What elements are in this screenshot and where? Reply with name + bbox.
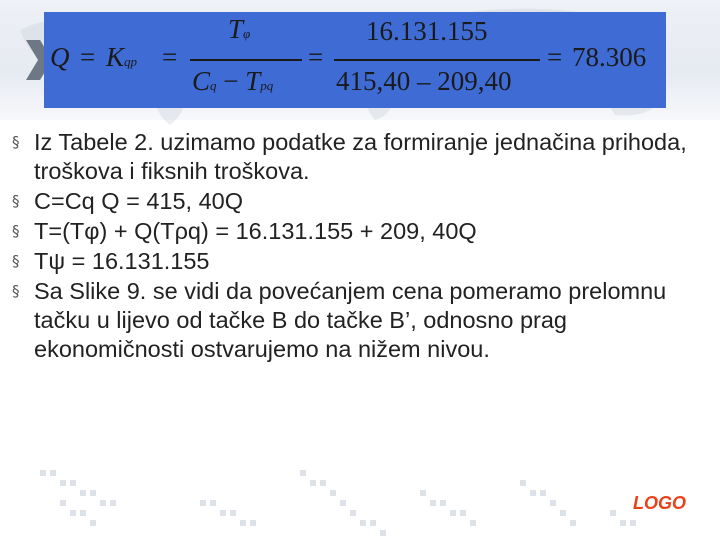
formula-q: Q — [50, 42, 70, 72]
formula-result: 78.306 — [572, 42, 647, 72]
dotted-world-decoration — [0, 440, 720, 540]
formula-frac1-denominator: Cq − Tpq — [192, 66, 274, 96]
list-item: § Iz Tabele 2. uzimamo podatke za formiranje jednačina prihoda, troškova i fiksnih troškova. — [12, 129, 687, 184]
formula-eq-1: = — [80, 42, 96, 72]
formula-box — [44, 12, 666, 108]
formula-k: Kqp — [106, 42, 138, 72]
bullet-marker-icon: § — [12, 282, 20, 300]
formula-frac2-denominator: 415,40 – 209,40 — [336, 66, 512, 96]
bullet-list — [10, 128, 710, 365]
formula-frac1-line — [190, 59, 302, 61]
formula-k-sub: qp — [124, 54, 138, 69]
list-item: § C=Cq Q = 415, 40Q — [12, 188, 244, 214]
formula-frac1-numerator: Tφ — [228, 14, 251, 44]
bullet-marker-icon: § — [12, 192, 20, 210]
list-item: § Tψ = 16.131.155 — [12, 248, 210, 274]
formula-eq-2: = — [162, 42, 178, 72]
bullet-marker-icon: § — [12, 252, 20, 270]
formula-eq-4: = — [547, 42, 563, 72]
bullet-marker-icon: § — [12, 222, 20, 240]
list-item: § Sa Slike 9. se vidi da povećanjem cena pomeramo prelomnu tačku u lijevo od tačke B do tačke B’, odnosno prag ekonomičnosti ostvarujemo na nižem nivou. — [12, 278, 667, 362]
bullet-marker-icon: § — [12, 133, 20, 151]
list-item: § T=(Tφ) + Q(Tρq) = 16.131.155 + 209, 40Q — [12, 218, 477, 244]
formula-eq-3: = — [308, 42, 324, 72]
logo-text: LOGO — [633, 493, 686, 513]
formula-frac2-numerator: 16.131.155 — [366, 16, 488, 46]
formula-frac2-line — [334, 59, 540, 61]
